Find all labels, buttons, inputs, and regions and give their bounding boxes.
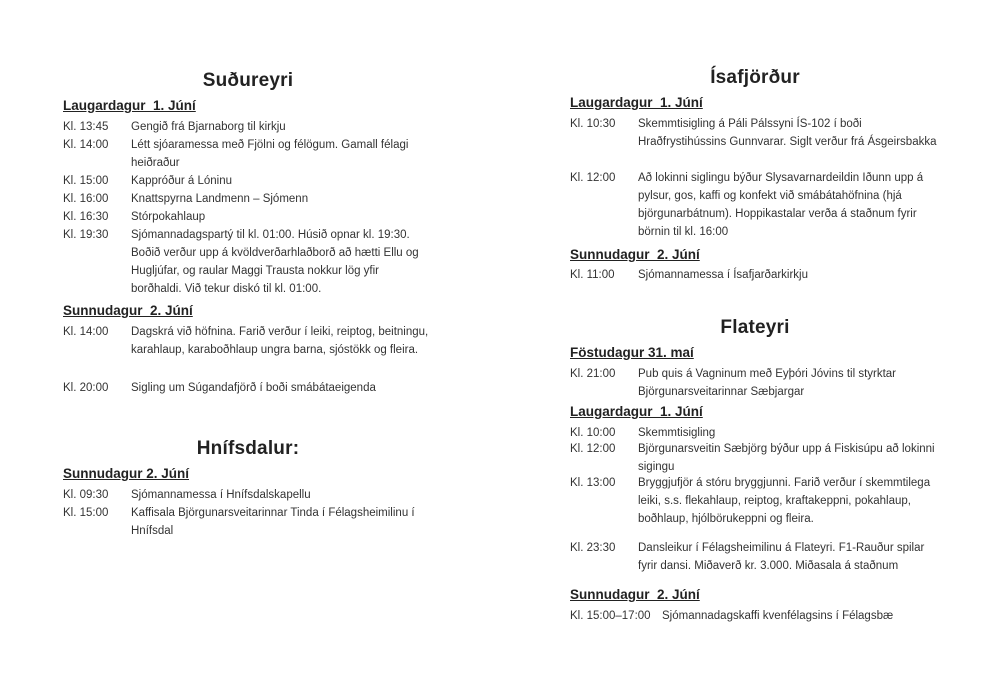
event-text: Björgunarsveitin Sæbjörg býður upp á Fiskisúpu að lokinni sigingu bbox=[638, 443, 935, 473]
event-row bbox=[570, 440, 950, 476]
day-heading: Sunnudagur 2. Júní bbox=[63, 466, 190, 481]
event-text: Knattspyrna Landmenn – Sjómenn bbox=[131, 193, 309, 205]
event-text: Dansleikur í Félagsheimilinu á Flateyri. F1-Rauður spilar fyrir dansi. Miðaverð kr. 3.000. Miðasala á staðnum bbox=[638, 542, 925, 572]
event-time: Kl. 14:00 bbox=[63, 326, 109, 338]
event-text: Stórpokahlaup bbox=[131, 211, 206, 223]
event-time: Kl. 10:30 bbox=[570, 118, 616, 130]
event-time: Kl. 10:00 bbox=[570, 427, 616, 439]
event-text: Sjómannamessa í Hnífsdalskapellu bbox=[131, 489, 311, 501]
event-time: Kl. 23:30 bbox=[570, 542, 616, 554]
event-row bbox=[570, 115, 950, 151]
event-text: Skemmtisigling bbox=[638, 427, 716, 439]
event-time: Kl. 14:00 bbox=[63, 139, 109, 151]
event-row bbox=[570, 474, 950, 528]
event-row bbox=[63, 226, 443, 298]
event-row bbox=[63, 323, 443, 359]
event-row bbox=[63, 118, 443, 136]
event-time: Kl. 13:00 bbox=[570, 477, 616, 489]
event-time: Kl. 12:00 bbox=[570, 172, 616, 184]
event-text: Skemmtisigling á Páli Pálssyni ÍS-102 í boði Hraðfrystihússins Gunnvarar. Siglt verður frá Ásgeirsbakka bbox=[638, 118, 937, 148]
event-row bbox=[570, 607, 950, 625]
event-row bbox=[63, 208, 443, 226]
event-text: Kaffisala Björgunarsveitarinnar Tinda í Félagsheimilinu í Hnífsdal bbox=[131, 507, 415, 537]
day-heading: Föstudagur 31. maí bbox=[570, 345, 694, 360]
day-heading: Laugardagur 1. Júní bbox=[570, 95, 703, 110]
event-row bbox=[63, 486, 443, 504]
event-row bbox=[63, 379, 443, 397]
town-title-isafjordur: Ísafjörður bbox=[710, 67, 800, 88]
event-time: Kl. 16:30 bbox=[63, 211, 109, 223]
event-text: Létt sjóaramessa með Fjölni og félögum. Gamall félagi heiðraður bbox=[131, 139, 409, 169]
event-text: Sigling um Súgandafjörð í boði smábátaeigenda bbox=[131, 382, 376, 394]
event-text: Gengið frá Bjarnaborg til kirkju bbox=[131, 121, 286, 133]
event-row bbox=[63, 172, 443, 190]
event-text: Dagskrá við höfnina. Farið verður í leiki, reiptog, beitningu, karahlaup, karaboðhlaup ungra barna, sjóstökk og fleira. bbox=[131, 326, 429, 356]
day-heading: Sunnudagur 2. Júní bbox=[63, 303, 193, 318]
event-text: Sjómannamessa í Ísafjarðarkirkju bbox=[638, 269, 809, 281]
day-heading: Sunnudagur 2. Júní bbox=[570, 247, 700, 262]
event-text: Kappróður á Lóninu bbox=[131, 175, 233, 187]
event-row bbox=[63, 136, 443, 172]
event-time: Kl. 15:00 bbox=[63, 175, 109, 187]
event-row bbox=[570, 365, 950, 401]
event-row bbox=[570, 539, 950, 575]
event-time: Kl. 21:00 bbox=[570, 368, 616, 380]
day-heading: Laugardagur 1. Júní bbox=[570, 404, 703, 419]
event-time: Kl. 15:00–17:00 bbox=[570, 610, 651, 622]
event-row bbox=[570, 169, 950, 241]
event-time: Kl. 12:00 bbox=[570, 443, 616, 455]
town-title-flateyri: Flateyri bbox=[720, 317, 790, 338]
event-text: Bryggjufjör á stóru bryggjunni. Farið verður í skemmtilega leiki, s.s. flekahlaup, reiptog, kraftakeppni, pokahlaup, boðhlaup, hjólbörukeppni og fleira. bbox=[638, 477, 931, 525]
event-time: Kl. 19:30 bbox=[63, 229, 109, 241]
town-title-hnifsdalur: Hnífsdalur: bbox=[196, 438, 300, 459]
day-heading: Sunnudagur 2. Júní bbox=[570, 587, 700, 602]
event-time: Kl. 11:00 bbox=[570, 269, 615, 281]
event-text: Að lokinni siglingu býður Slysavarnardeildin Iðunn upp á pylsur, gos, kaffi og konfekt við smábátahöfnina (hjá björgunarbátnum). Hoppikastalar verða á staðnum fyrir börnin til kl. 16:00 bbox=[638, 172, 924, 238]
day-heading: Laugardagur 1. Júní bbox=[63, 98, 196, 113]
event-text: Sjómannadagspartý til kl. 01:00. Húsið opnar kl. 19:30. Boðið verður upp á kvöldverðarhlaðborð að hætti Ellu og Hugljúfar, og raular Maggi Trausta nokkur lög yfir borðhaldi. Við tekur diskó til kl. 01:00. bbox=[131, 229, 419, 295]
event-text: Pub quis á Vagninum með Eyþóri Jóvins til styrktar Björgunarsveitarinnar Sæbjargar bbox=[638, 368, 897, 398]
event-row bbox=[63, 190, 443, 208]
event-time: Kl. 13:45 bbox=[63, 121, 109, 133]
event-row bbox=[63, 504, 443, 540]
event-time: Kl. 16:00 bbox=[63, 193, 109, 205]
event-text: Sjómannadagskaffi kvenfélagsins í Félagsbæ bbox=[662, 610, 894, 622]
event-row bbox=[570, 266, 950, 284]
event-time: Kl. 20:00 bbox=[63, 382, 109, 394]
town-title-sudureyri: Suðureyri bbox=[202, 70, 294, 91]
event-time: Kl. 15:00 bbox=[63, 507, 109, 519]
event-time: Kl. 09:30 bbox=[63, 489, 109, 501]
